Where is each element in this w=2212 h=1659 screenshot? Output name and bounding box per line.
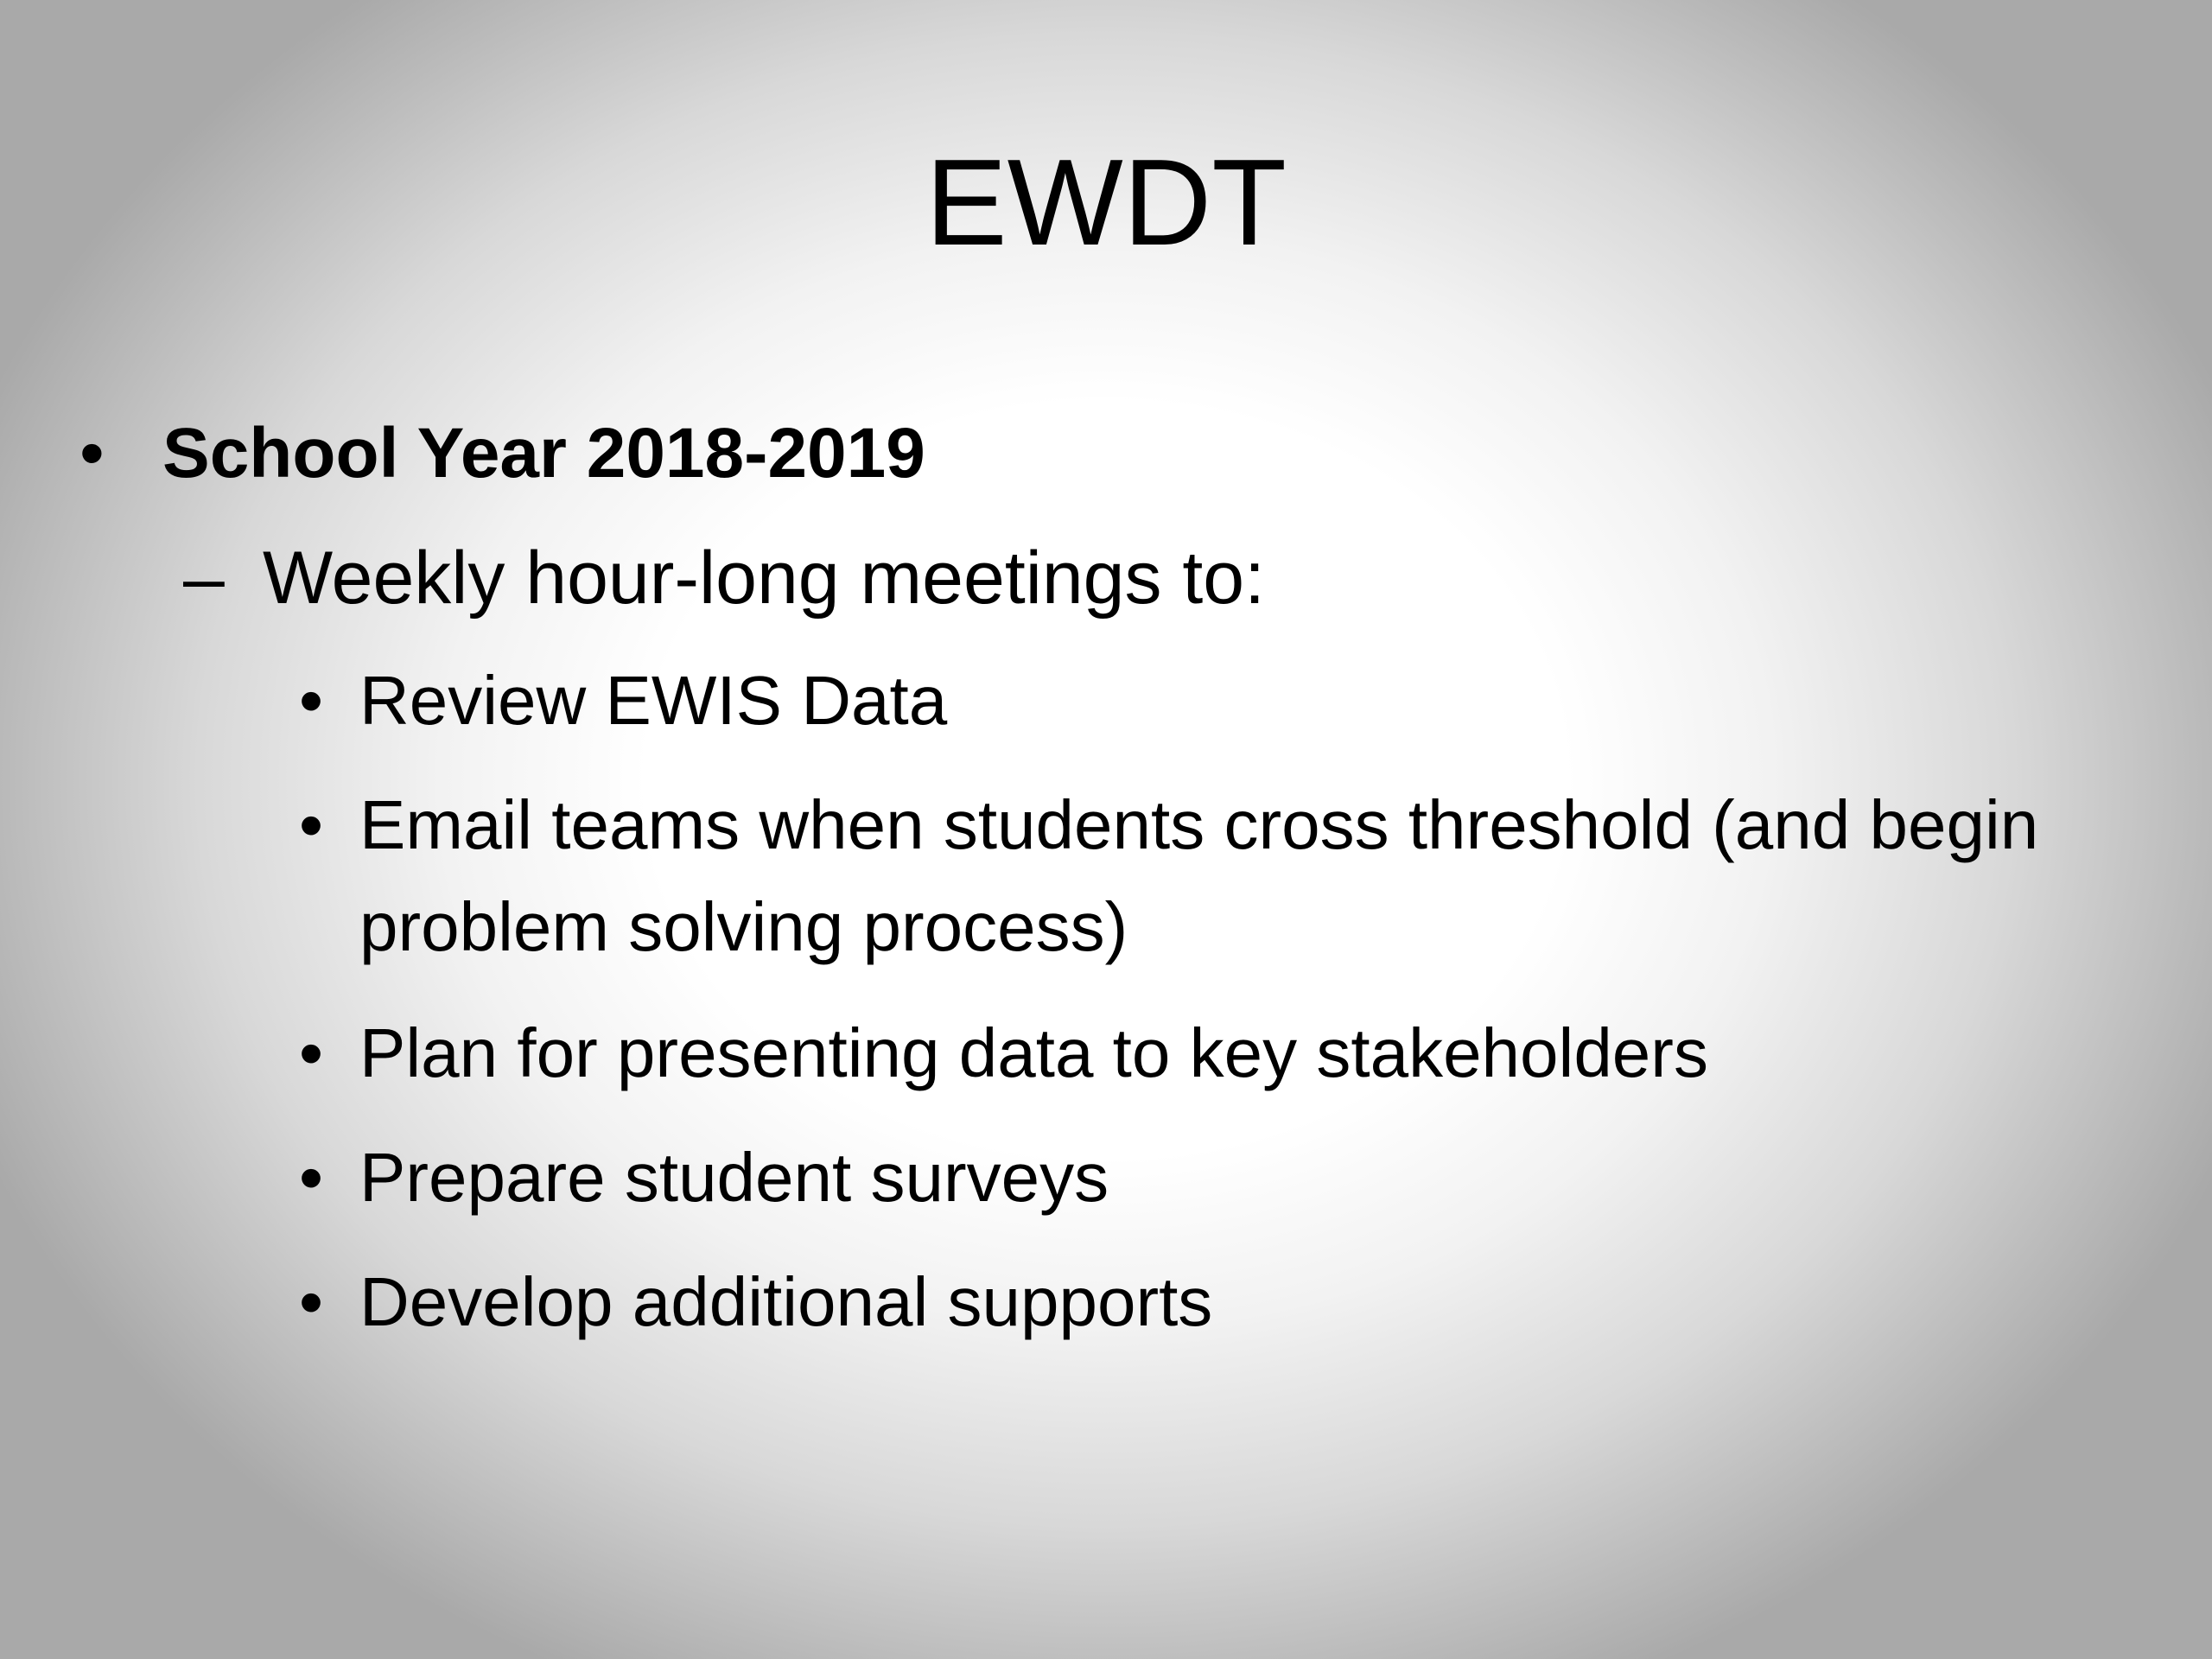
dash-marker: – xyxy=(183,537,225,620)
list-item xyxy=(299,1002,2122,1104)
list-item xyxy=(299,650,2122,752)
list-item-text: Plan for presenting data to key stakeholders xyxy=(359,1014,1708,1091)
list-item xyxy=(299,1251,2122,1353)
bullet-marker: • xyxy=(299,1263,324,1340)
bullet-level2 xyxy=(183,531,1265,626)
bullet-text: School Year 2018-2019 xyxy=(162,414,925,493)
list-item xyxy=(299,774,2122,978)
list-item xyxy=(299,1127,2122,1229)
bullet-marker: • xyxy=(79,414,105,493)
bullet-marker: • xyxy=(299,1014,324,1091)
list-item-text: Email teams when students cross threshold (and begin problem solving process) xyxy=(359,786,2039,965)
bullet-marker: • xyxy=(299,1139,324,1216)
slide-title: EWDT xyxy=(925,134,1287,271)
bullet-marker: • xyxy=(299,662,324,739)
list-item-text: Review EWIS Data xyxy=(359,662,948,739)
list-item-text: Prepare student surveys xyxy=(359,1139,1109,1216)
bullet-text: Weekly hour-long meetings to: xyxy=(263,537,1265,620)
list-item-text: Develop additional supports xyxy=(359,1263,1213,1340)
bullet-marker: • xyxy=(299,786,324,863)
bullet-level1 xyxy=(79,406,925,501)
